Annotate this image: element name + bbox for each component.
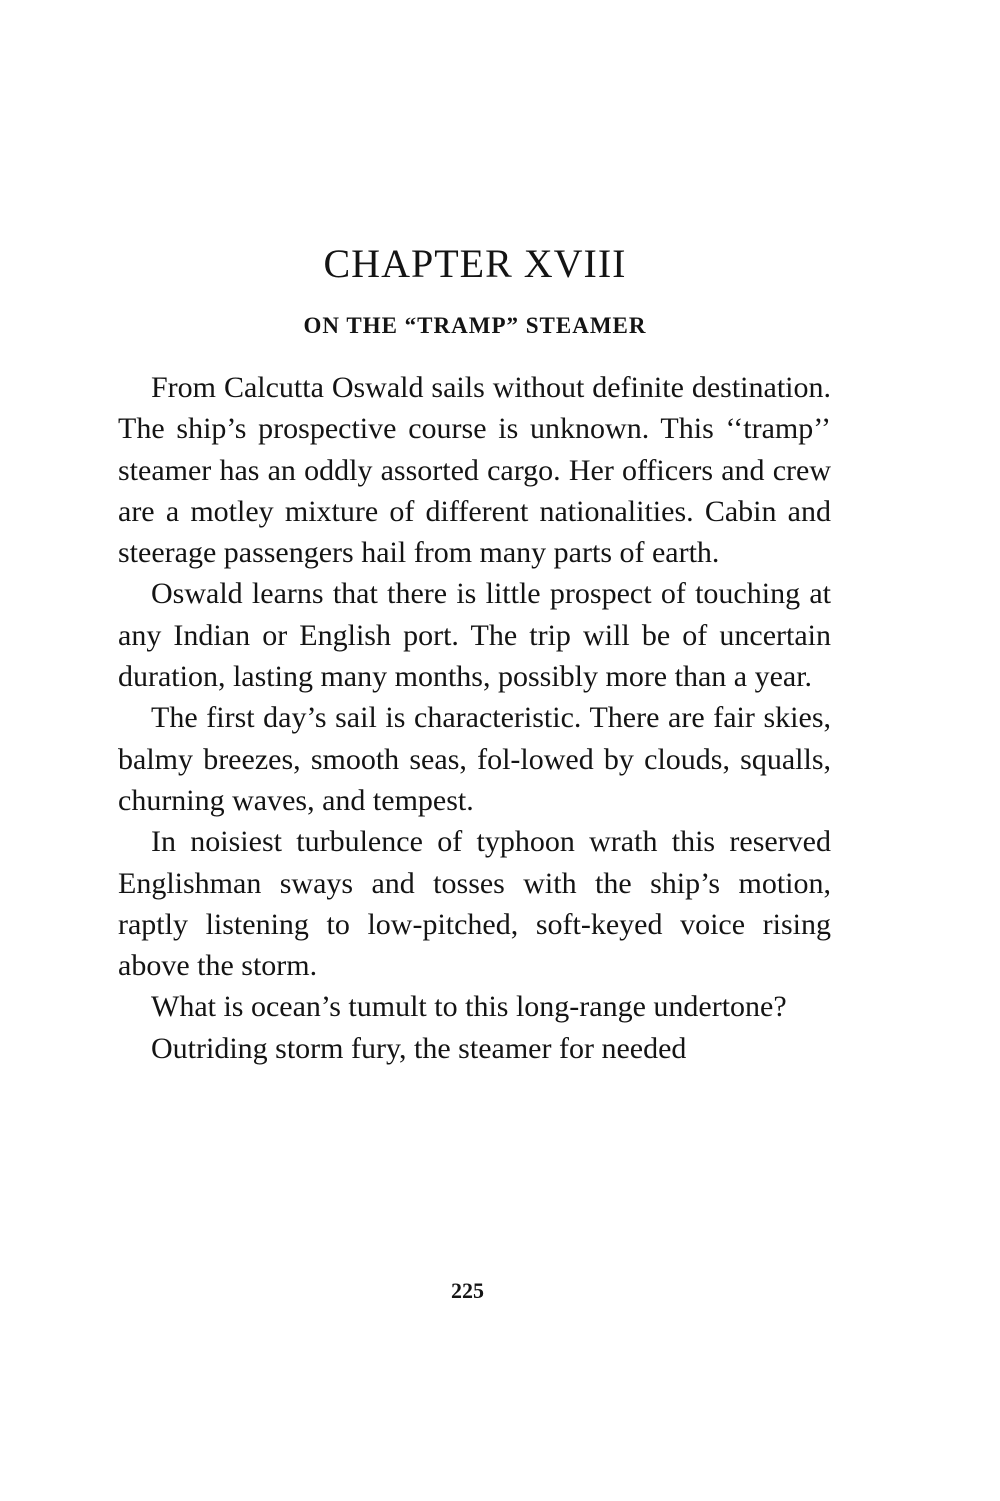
paragraph: What is ocean’s tumult to this long-range undertone? <box>151 990 787 1024</box>
page-number: 225 <box>451 1278 484 1303</box>
paragraph: The first day’s sail is characteristic. There are fair skies, balmy breezes, smooth seas, fol-lowed by clouds, squalls, churning waves, and tempest. <box>118 701 831 817</box>
paragraph: Outriding storm fury, the steamer for needed <box>151 1031 687 1065</box>
body-text <box>118 367 831 1069</box>
paragraph: Oswald learns that there is little prospect of touching at any Indian or English port. The trip will be of uncertain duration, lasting many months, possibly more than a year. <box>118 577 831 694</box>
chapter-title: CHAPTER XVIII <box>323 241 627 286</box>
chapter-subtitle: ON THE “TRAMP” STEAMER <box>303 313 647 338</box>
paragraph: From Calcutta Oswald sails without definite destination. The ship’s prospective course is unknown. This ‘‘tramp’’ steamer has an oddly assorted cargo. Her officers and crew are a motley mixture of different nationalities. Cabin and steerage passengers hail from many parts of earth. <box>118 371 831 570</box>
paragraph: In noisiest turbulence of typhoon wrath this reserved Englishman sways and tosses with the ship’s motion, raptly listening to low-pitched, soft-keyed voice rising above the storm. <box>118 825 831 983</box>
